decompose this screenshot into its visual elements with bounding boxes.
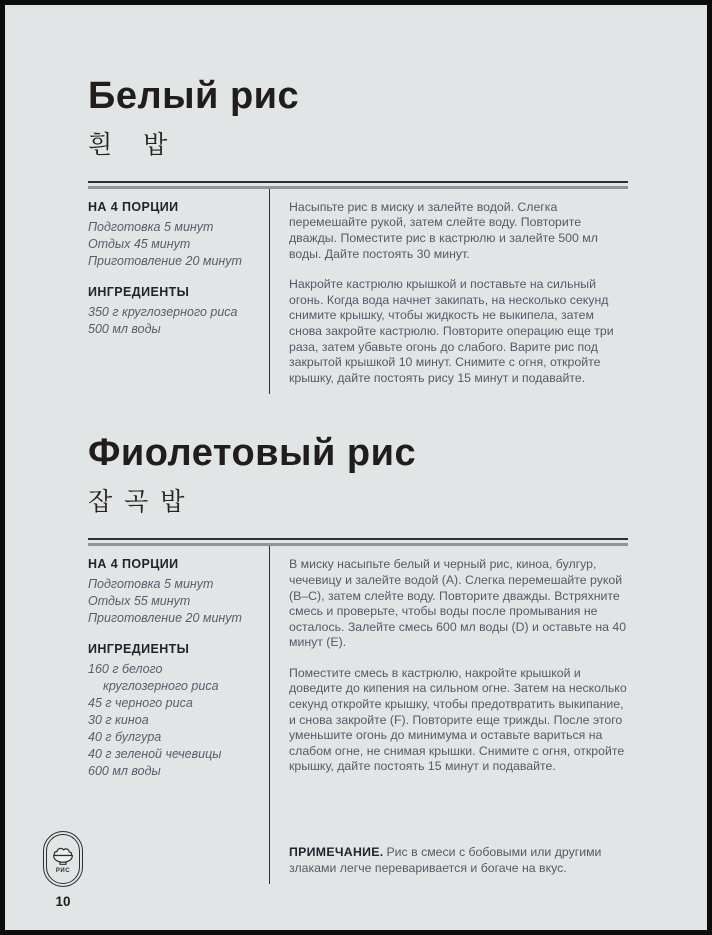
prep-time: Подготовка 5 минут — [88, 219, 214, 234]
recipe-instructions-column — [269, 189, 628, 395]
ingredient-item: 40 г зеленой чечевицы — [88, 747, 222, 762]
ingredients-label: ИНГРЕДИЕНТЫ — [88, 642, 190, 657]
ingredient-item: 45 г черного риса — [88, 696, 193, 711]
servings-label: НА 4 ПОРЦИИ — [88, 199, 179, 214]
note-text: Рис в смеси с бобовыми или другими злаками легче переваривается и богаче на вкус. — [289, 845, 602, 875]
recipe-purple-rice — [88, 434, 628, 884]
prep-time: Подготовка 5 минут — [88, 577, 214, 592]
cook-time: Приготовление 20 минут — [88, 253, 242, 268]
chapter-stamp — [43, 831, 83, 887]
stamp-caption: РИС — [55, 867, 71, 874]
instruction-paragraph: В миску насыпьте белый и черный рис, киноа, булгур, чечевицу и залейте водой (A). Слегка перемешайте рукой (B–C), затем слейте воду. Повторите дважды. Встряхните смесь и проверьте, чтобы воды после промывания не осталось. Залейте смесь 600 мл воды (D) и оставьте на 40 минут (E). — [289, 557, 627, 650]
recipe-instructions-column — [269, 546, 628, 884]
recipe-white-rice — [88, 77, 628, 394]
recipe-note — [289, 845, 628, 876]
recipe-korean-subtitle: 잡곡밥 — [88, 488, 197, 517]
page-footer — [41, 831, 85, 909]
instruction-paragraph: Поместите смесь в кастрюлю, накройте крышкой и доведите до кипения на сильном огне. Затем на несколько секунд откройте крышку, чтобы предотвратить выкипание, и снова закройте (F). Повторите еще трижды. После этого уменьшите огонь до минимума и оставьте вариться на слабом огне, не снимая крышки. Снимите с огня, откройте крышку, дайте постоять 15 минут и подавайте. — [289, 665, 627, 774]
rice-bowl-icon — [50, 845, 76, 867]
ingredients-label: ИНГРЕДИЕНТЫ — [88, 284, 190, 299]
rule-thin — [88, 181, 628, 183]
page-number: 10 — [55, 894, 71, 909]
recipe-columns — [88, 189, 628, 395]
recipe-korean-subtitle: 흰 밥 — [88, 130, 180, 159]
ingredient-item: 600 мл воды — [88, 764, 161, 779]
ingredient-item: 30 г киноа — [88, 713, 149, 728]
note-label: ПРИМЕЧАНИЕ. — [289, 845, 384, 860]
servings-label: НА 4 ПОРЦИИ — [88, 557, 179, 572]
cook-time: Приготовление 20 минут — [88, 611, 242, 626]
recipe-meta-column — [88, 189, 269, 395]
rest-time: Отдых 45 минут — [88, 236, 191, 251]
rest-time: Отдых 55 минут — [88, 594, 191, 609]
instruction-paragraph: Насыпьте рис в миску и залейте водой. Слегка перемешайте рукой, затем слейте воду. Повторите дважды. Поместите рис в кастрюлю и залейте 500 мл воды. Дайте постоять 30 минут. — [289, 199, 598, 261]
ingredient-item: 350 г круглозерного риса — [88, 304, 238, 319]
ingredient-item: 40 г булгура — [88, 730, 162, 745]
recipe-columns — [88, 546, 628, 884]
recipe-title: Белый рис — [88, 75, 300, 117]
recipe-meta-column — [88, 546, 269, 884]
rule-thin — [88, 538, 628, 540]
instruction-paragraph: Накройте кастрюлю крышкой и поставьте на сильный огонь. Когда вода начнет закипать, на несколько секунд снимите крышку, чтобы жидкость не выкипела, затем снова закройте кастрюлю. Повторите операцию еще три раза, затем убавьте огонь до слабого. Варите рис под закрытой крышкой 10 минут. Снимите с огня, откройте крышку, дайте постоять рису 15 минут и подавайте. — [289, 277, 614, 385]
book-page — [5, 5, 707, 930]
recipe-title: Фиолетовый рис — [88, 432, 417, 475]
ingredient-item: 500 мл воды — [88, 321, 161, 336]
ingredient-item: 160 г белого круглозерного риса — [88, 662, 219, 694]
